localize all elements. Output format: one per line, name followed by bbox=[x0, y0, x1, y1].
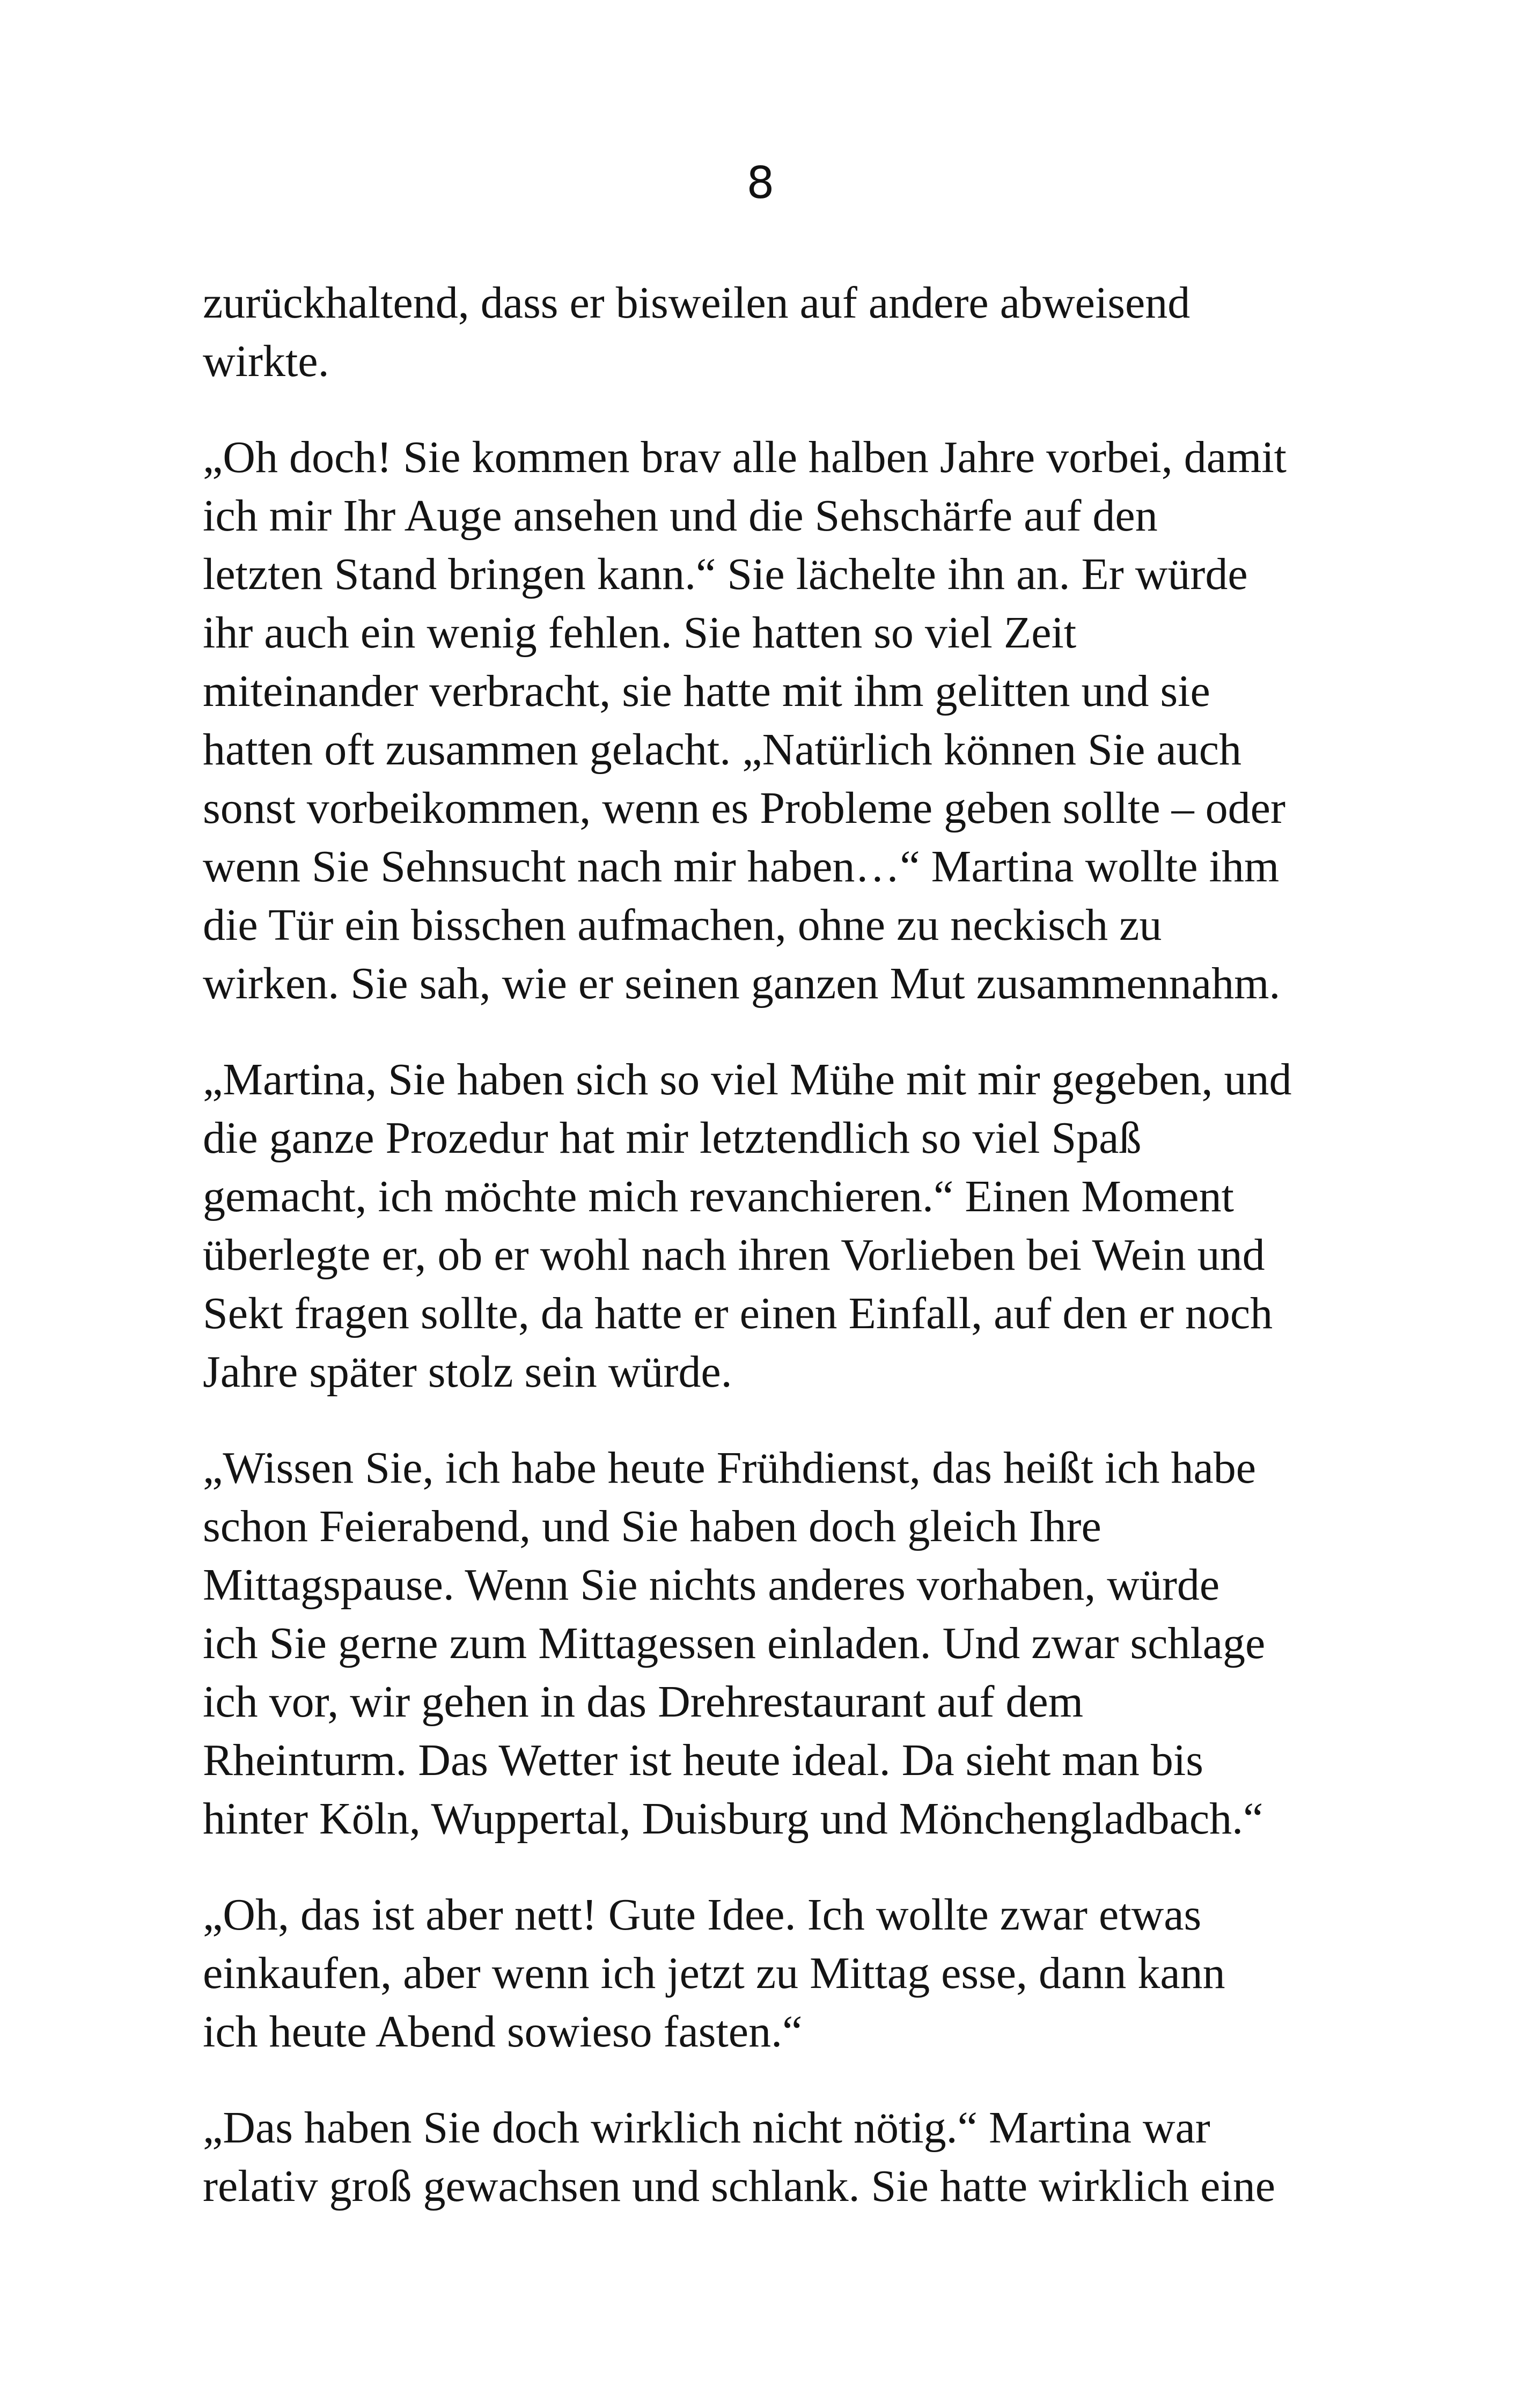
text-line: die Tür ein bisschen aufmachen, ohne zu neckisch zu bbox=[203, 900, 1162, 950]
text-line: wenn Sie Sehnsucht nach mir haben…“ Martina wollte ihm bbox=[203, 842, 1280, 892]
paragraph bbox=[203, 1886, 1405, 2061]
paragraph bbox=[203, 1050, 1405, 1401]
text-line: Sekt fragen sollte, da hatte er einen Einfall, auf den er noch bbox=[203, 1288, 1273, 1338]
text-line: schon Feierabend, und Sie haben doch gleich Ihre bbox=[203, 1501, 1101, 1551]
paragraph bbox=[203, 428, 1405, 1013]
text-line: hatten oft zusammen gelacht. „Natürlich können Sie auch bbox=[203, 725, 1241, 775]
text-line: wirkte. bbox=[203, 336, 329, 386]
text-line: hinter Köln, Wuppertal, Duisburg und Mönchengladbach.“ bbox=[203, 1794, 1263, 1844]
text-line: sonst vorbeikommen, wenn es Probleme geben sollte – oder bbox=[203, 783, 1285, 833]
page-number: 8 bbox=[746, 158, 775, 209]
text-line: wirken. Sie sah, wie er seinen ganzen Mut zusammennahm. bbox=[203, 959, 1281, 1008]
text-line: einkaufen, aber wenn ich jetzt zu Mittag esse, dann kann bbox=[203, 1948, 1225, 1998]
body-text bbox=[203, 274, 1405, 2253]
text-line: „Wissen Sie, ich habe heute Frühdienst, das heißt ich habe bbox=[203, 1443, 1257, 1493]
text-line: letzten Stand bringen kann.“ Sie lächelte ihn an. Er würde bbox=[203, 549, 1248, 599]
text-line: relativ groß gewachsen und schlank. Sie hatte wirklich eine bbox=[203, 2161, 1276, 2211]
text-line: miteinander verbracht, sie hatte mit ihm gelitten und sie bbox=[203, 666, 1210, 716]
text-line: „Oh, das ist aber nett! Gute Idee. Ich wollte zwar etwas bbox=[203, 1890, 1202, 1940]
text-line: zurückhaltend, dass er bisweilen auf andere abweisend bbox=[203, 278, 1191, 328]
text-line: Jahre später stolz sein würde. bbox=[203, 1347, 732, 1397]
text-line: Rheinturm. Das Wetter ist heute ideal. Da sieht man bis bbox=[203, 1735, 1203, 1785]
paragraph bbox=[203, 1439, 1405, 1848]
text-line: gemacht, ich möchte mich revanchieren.“ Einen Moment bbox=[203, 1172, 1234, 1221]
paragraph bbox=[203, 2098, 1405, 2215]
text-line: ich Sie gerne zum Mittagessen einladen. Und zwar schlage bbox=[203, 1618, 1266, 1668]
text-line: „Martina, Sie haben sich so viel Mühe mit mir gegeben, und bbox=[203, 1055, 1292, 1104]
text-line: ich mir Ihr Auge ansehen und die Sehschärfe auf den bbox=[203, 491, 1158, 541]
paragraph bbox=[203, 274, 1405, 391]
text-line: Mittagspause. Wenn Sie nichts anderes vorhaben, würde bbox=[203, 1560, 1220, 1610]
text-line: „Das haben Sie doch wirklich nicht nötig.“ Martina war bbox=[203, 2103, 1210, 2153]
text-line: die ganze Prozedur hat mir letztendlich so viel Spaß bbox=[203, 1113, 1142, 1163]
text-line: ich vor, wir gehen in das Drehrestaurant auf dem bbox=[203, 1677, 1084, 1727]
text-line: überlegte er, ob er wohl nach ihren Vorlieben bei Wein und bbox=[203, 1230, 1265, 1280]
text-line: „Oh doch! Sie kommen brav alle halben Jahre vorbei, damit bbox=[203, 432, 1287, 482]
text-line: ihr auch ein wenig fehlen. Sie hatten so viel Zeit bbox=[203, 608, 1077, 658]
text-line: ich heute Abend sowieso fasten.“ bbox=[203, 2007, 803, 2057]
